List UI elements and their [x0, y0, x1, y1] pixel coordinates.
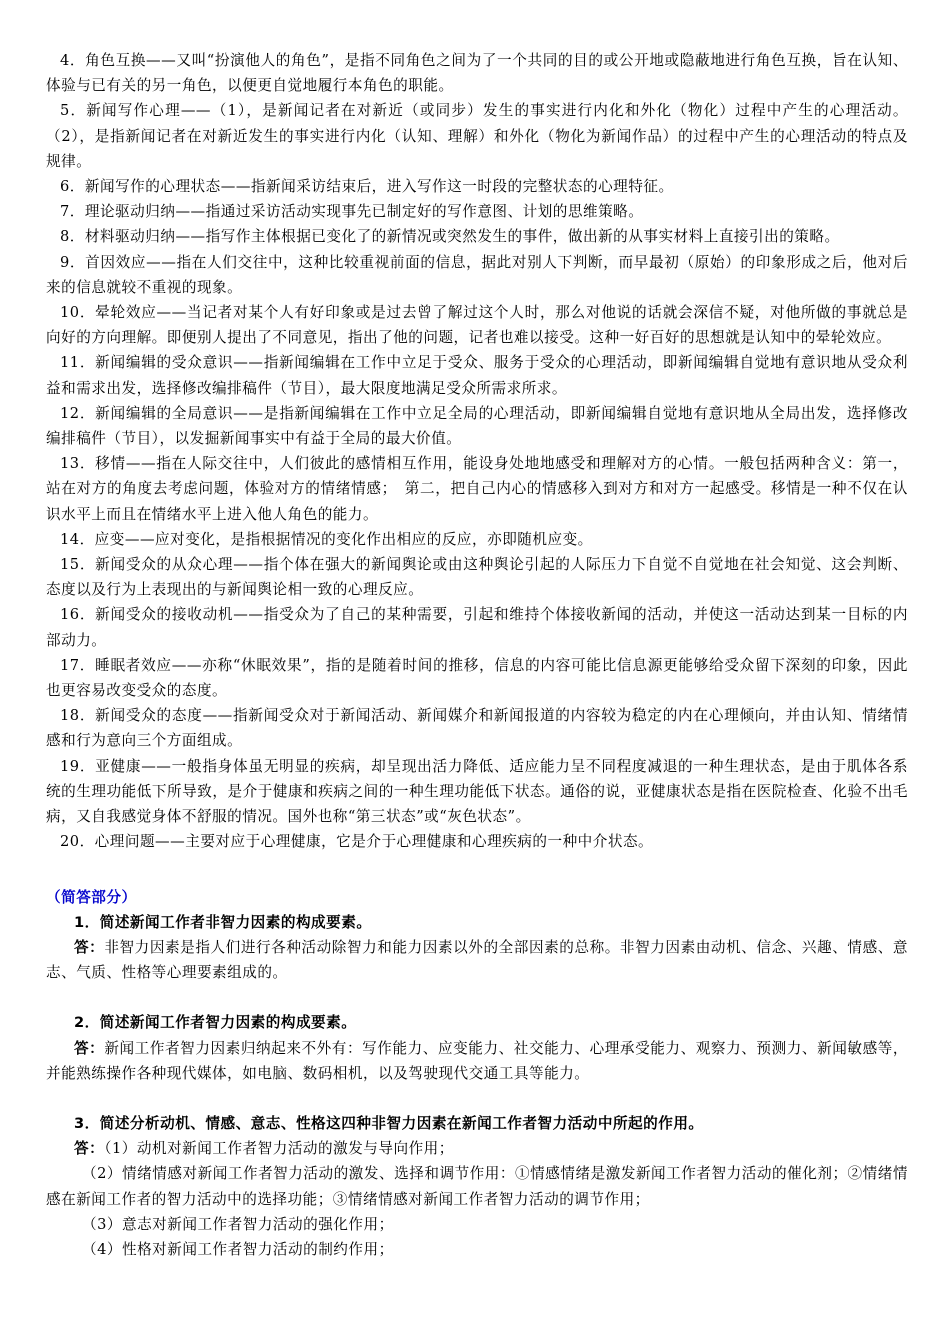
question-title-2: 2．简述新闻工作者智力因素的构成要素。 [74, 1014, 357, 1032]
answer-label: 答： [74, 1140, 105, 1158]
definition-item-12: 12．新闻编辑的全局意识——是指新闻编辑在工作中立足全局的心理活动，即新闻编辑自觉地有意识地从全局出发，选择修改编排稿件（节目），以发掘新闻事实中有益于全局的最大价值。 [46, 404, 908, 448]
definition-item-8: 8．材料驱动归纳——指写作主体根据已变化了的新情况或突然发生的事件，做出新的从事实材料上直接引出的策略。 [60, 228, 840, 246]
definition-item-14: 14．应变——应对变化，是指根据情况的变化作出相应的反应，亦即随机应变。 [60, 530, 593, 548]
question-title-3: 3．简述分析动机、情感、意志、性格这四种非智力因素在新闻工作者智力活动中所起的作用。 [74, 1114, 704, 1132]
definition-item-19: 19．亚健康——一般指身体虽无明显的疾病，却呈现出活力降低、适应能力呈不同程度减退的一种生理状态，是由于肌体各系统的生理功能低下所导致，是介于健康和疾病之间的一种生理功能低下状态。通俗的说，亚健康状态是指在医院检查、化验不出毛病，又自我感觉身体不舒服的情况。国外也称“第三状态”或“灰色状态”。 [46, 757, 908, 826]
spacer [46, 1086, 908, 1111]
answer-text: 新闻工作者智力因素归纳起来不外有：写作能力、应变能力、社交能力、心理承受能力、观察力、预测力、新闻敏感等，并能熟练操作各种现代媒体，如电脑、数码相机，以及驾驶现代交通工具等能力。 [46, 1039, 908, 1082]
definition-item-18: 18．新闻受众的态度——指新闻受众对于新闻活动、新闻媒介和新闻报道的内容较为稳定的内在心理倾向，并由认知、情绪情感和行为意向三个方面组成。 [46, 707, 908, 750]
spacer [46, 985, 908, 1010]
definition-item-6: 6．新闻写作的心理状态——指新闻采访结束后，进入写作这一时段的完整状态的心理特征。 [60, 178, 674, 196]
definition-item-17: 17．睡眠者效应——亦称“休眠效果”，指的是随着时间的推移，信息的内容可能比信息源更能够给受众留下深刻的印象，因此也更容易改变受众的态度。 [46, 656, 908, 700]
answer-3-sub-4: （4）性格对新闻工作者智力活动的制约作用； [82, 1240, 394, 1258]
answer-3-sub-3: （3）意志对新闻工作者智力活动的强化作用； [82, 1215, 394, 1233]
answer-label: 答： [74, 1039, 105, 1057]
answer-2 [46, 1036, 908, 1086]
answer-3-sub-2: （2）情绪情感对新闻工作者智力活动的激发、选择和调节作用：①情感情绪是激发新闻工作者智力活动的催化剂；②情绪情感在新闻工作者的智力活动中的选择功能；③情绪情感对新闻工作者智力活动的调节作用； [46, 1165, 908, 1208]
answer-label: 答： [74, 938, 105, 956]
definition-item-16: 16．新闻受众的接收动机——指受众为了自己的某种需要，引起和维持个体接收新闻的活动，并使这一活动达到某一目标的内部动力。 [46, 606, 908, 649]
definition-item-7: 7．理论驱动归纳——指通过采访活动实现事先已制定好的写作意图、计划的思维策略。 [60, 203, 644, 221]
answer-1 [46, 935, 908, 985]
section-title: （简答部分） [46, 888, 137, 906]
document-page [46, 48, 908, 1262]
definition-item-15: 15．新闻受众的从众心理——指个体在强大的新闻舆论或由这种舆论引起的人际压力下自觉不自觉地在社会知觉、这会判断、态度以及行为上表现出的与新闻舆论相一致的心理反应。 [46, 556, 908, 599]
definition-item-13: 13．移情——指在人际交往中，人们彼此的感情相互作用，能设身处地地感受和理解对方的心情。一般包括两种含义：第一，站在对方的角度去考虑问题，体验对方的情绪情感； 第二，把自己内心的情感移入到对方和对方一起感受。移情是一种不仅在认识水平上而且在情绪水平上进入他人角色的能力。 [46, 455, 908, 523]
definition-item-4: 4．角色互换——又叫“扮演他人的角色”，是指不同角色之间为了一个共同的目的或公开地或隐蔽地进行角色互换，旨在认知、体验与已有关的另一角色，以便更自觉地履行本角色的职能。 [46, 52, 908, 95]
definition-item-11: 11．新闻编辑的受众意识——指新闻编辑在工作中立足于受众、服务于受众的心理活动，即新闻编辑自觉地有意识地从受众利益和需求出发，选择修改编排稿件（节目），最大限度地满足受众所需求所求。 [46, 354, 908, 397]
answer-3 [46, 1136, 908, 1161]
definition-item-20: 20．心理问题——主要对应于心理健康，它是介于心理健康和心理疾病的一种中介状态。 [60, 833, 654, 851]
definition-item-9: 9．首因效应——指在人们交往中，这种比较重视前面的信息，据此对别人下判断，而早最初（原始）的印象形成之后，他对后来的信息就较不重视的现象。 [46, 253, 908, 296]
definition-item-10: 10．晕轮效应——当记者对某个人有好印象或是过去曾了解过这个人时，那么对他说的话就会深信不疑，对他所做的事就总是向好的方向理解。即便别人提出了不同意见，指出了他的问题，记者也难以接受。这种一好百好的思想就是认知中的晕轮效应。 [46, 304, 908, 347]
answer-text: （1）动机对新闻工作者智力活动的激发与导向作用； [104, 1140, 454, 1158]
definition-item-5: 5．新闻写作心理——（1），是新闻记者在对新近（或同步）发生的事实进行内化和外化（物化）过程中产生的心理活动。（2），是指新闻记者在对新近发生的事实进行内化（认知、理解）和外化（物化为新闻作品）的过程中产生的心理活动的特点及规律。 [46, 102, 908, 170]
question-title-1: 1．简述新闻工作者非智力因素的构成要素。 [74, 913, 372, 931]
answer-text: 非智力因素是指人们进行各种活动除智力和能力因素以外的全部因素的总称。非智力因素由动机、信念、兴趣、情感、意志、气质、性格等心理要素组成的。 [46, 938, 908, 982]
